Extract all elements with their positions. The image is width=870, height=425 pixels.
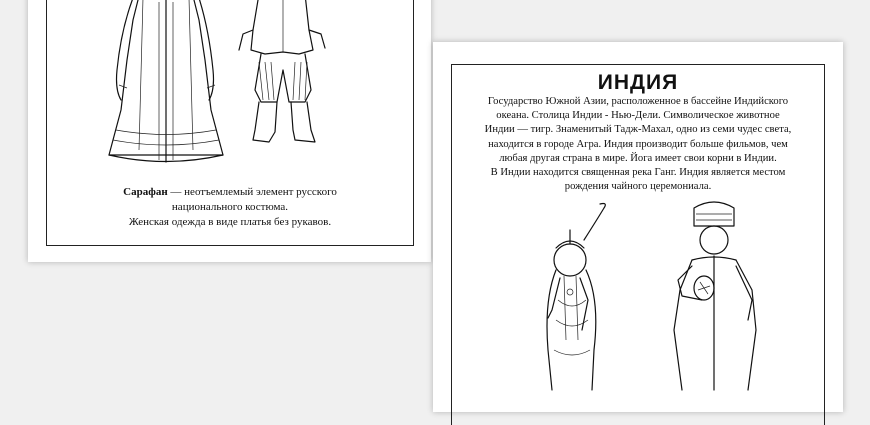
india-line-4: находится в городе Агра. Индия производит больше фильмов, чем (488, 138, 788, 150)
india-title: ИНДИЯ (597, 71, 679, 94)
india-card-frame (451, 64, 825, 425)
india-line-6: В Индии находится священная река Ганг. Индия является местом (490, 167, 786, 179)
caption-line2: национального костюма. (171, 201, 289, 213)
india-line-2: океана. Столица Индии - Нью-Дели. Символическое животное (496, 110, 780, 122)
indian-woman-figure (547, 204, 605, 391)
caption-line1: — неотъемлемый элемент русского (167, 186, 337, 198)
russia-card (28, 0, 431, 262)
man-costume-figure (239, 0, 325, 142)
india-card (433, 42, 843, 412)
russian-costume-illustration (47, 0, 413, 180)
caption-line3: Женская одежда в виде платья без рукавов. (128, 216, 332, 228)
woman-sarafan-figure (109, 0, 223, 162)
india-line-5: любая другая страна в мире. Йога имеет свои корни в Индии. (499, 152, 777, 164)
caption-term: Сарафан (123, 186, 168, 198)
sarafan-caption (47, 185, 413, 230)
indian-costume-illustration (452, 200, 824, 400)
indian-man-figure (674, 202, 756, 390)
russia-card-frame (46, 0, 414, 246)
india-line-1: Государство Южной Азии, расположенное в бассейне Индийского (487, 96, 789, 107)
india-description (462, 95, 814, 194)
india-line-7: рождения чайного церемониала. (564, 181, 712, 193)
india-line-3: Индии — тигр. Знаменитый Тадж-Махал, одно из семи чудес света, (484, 124, 792, 136)
